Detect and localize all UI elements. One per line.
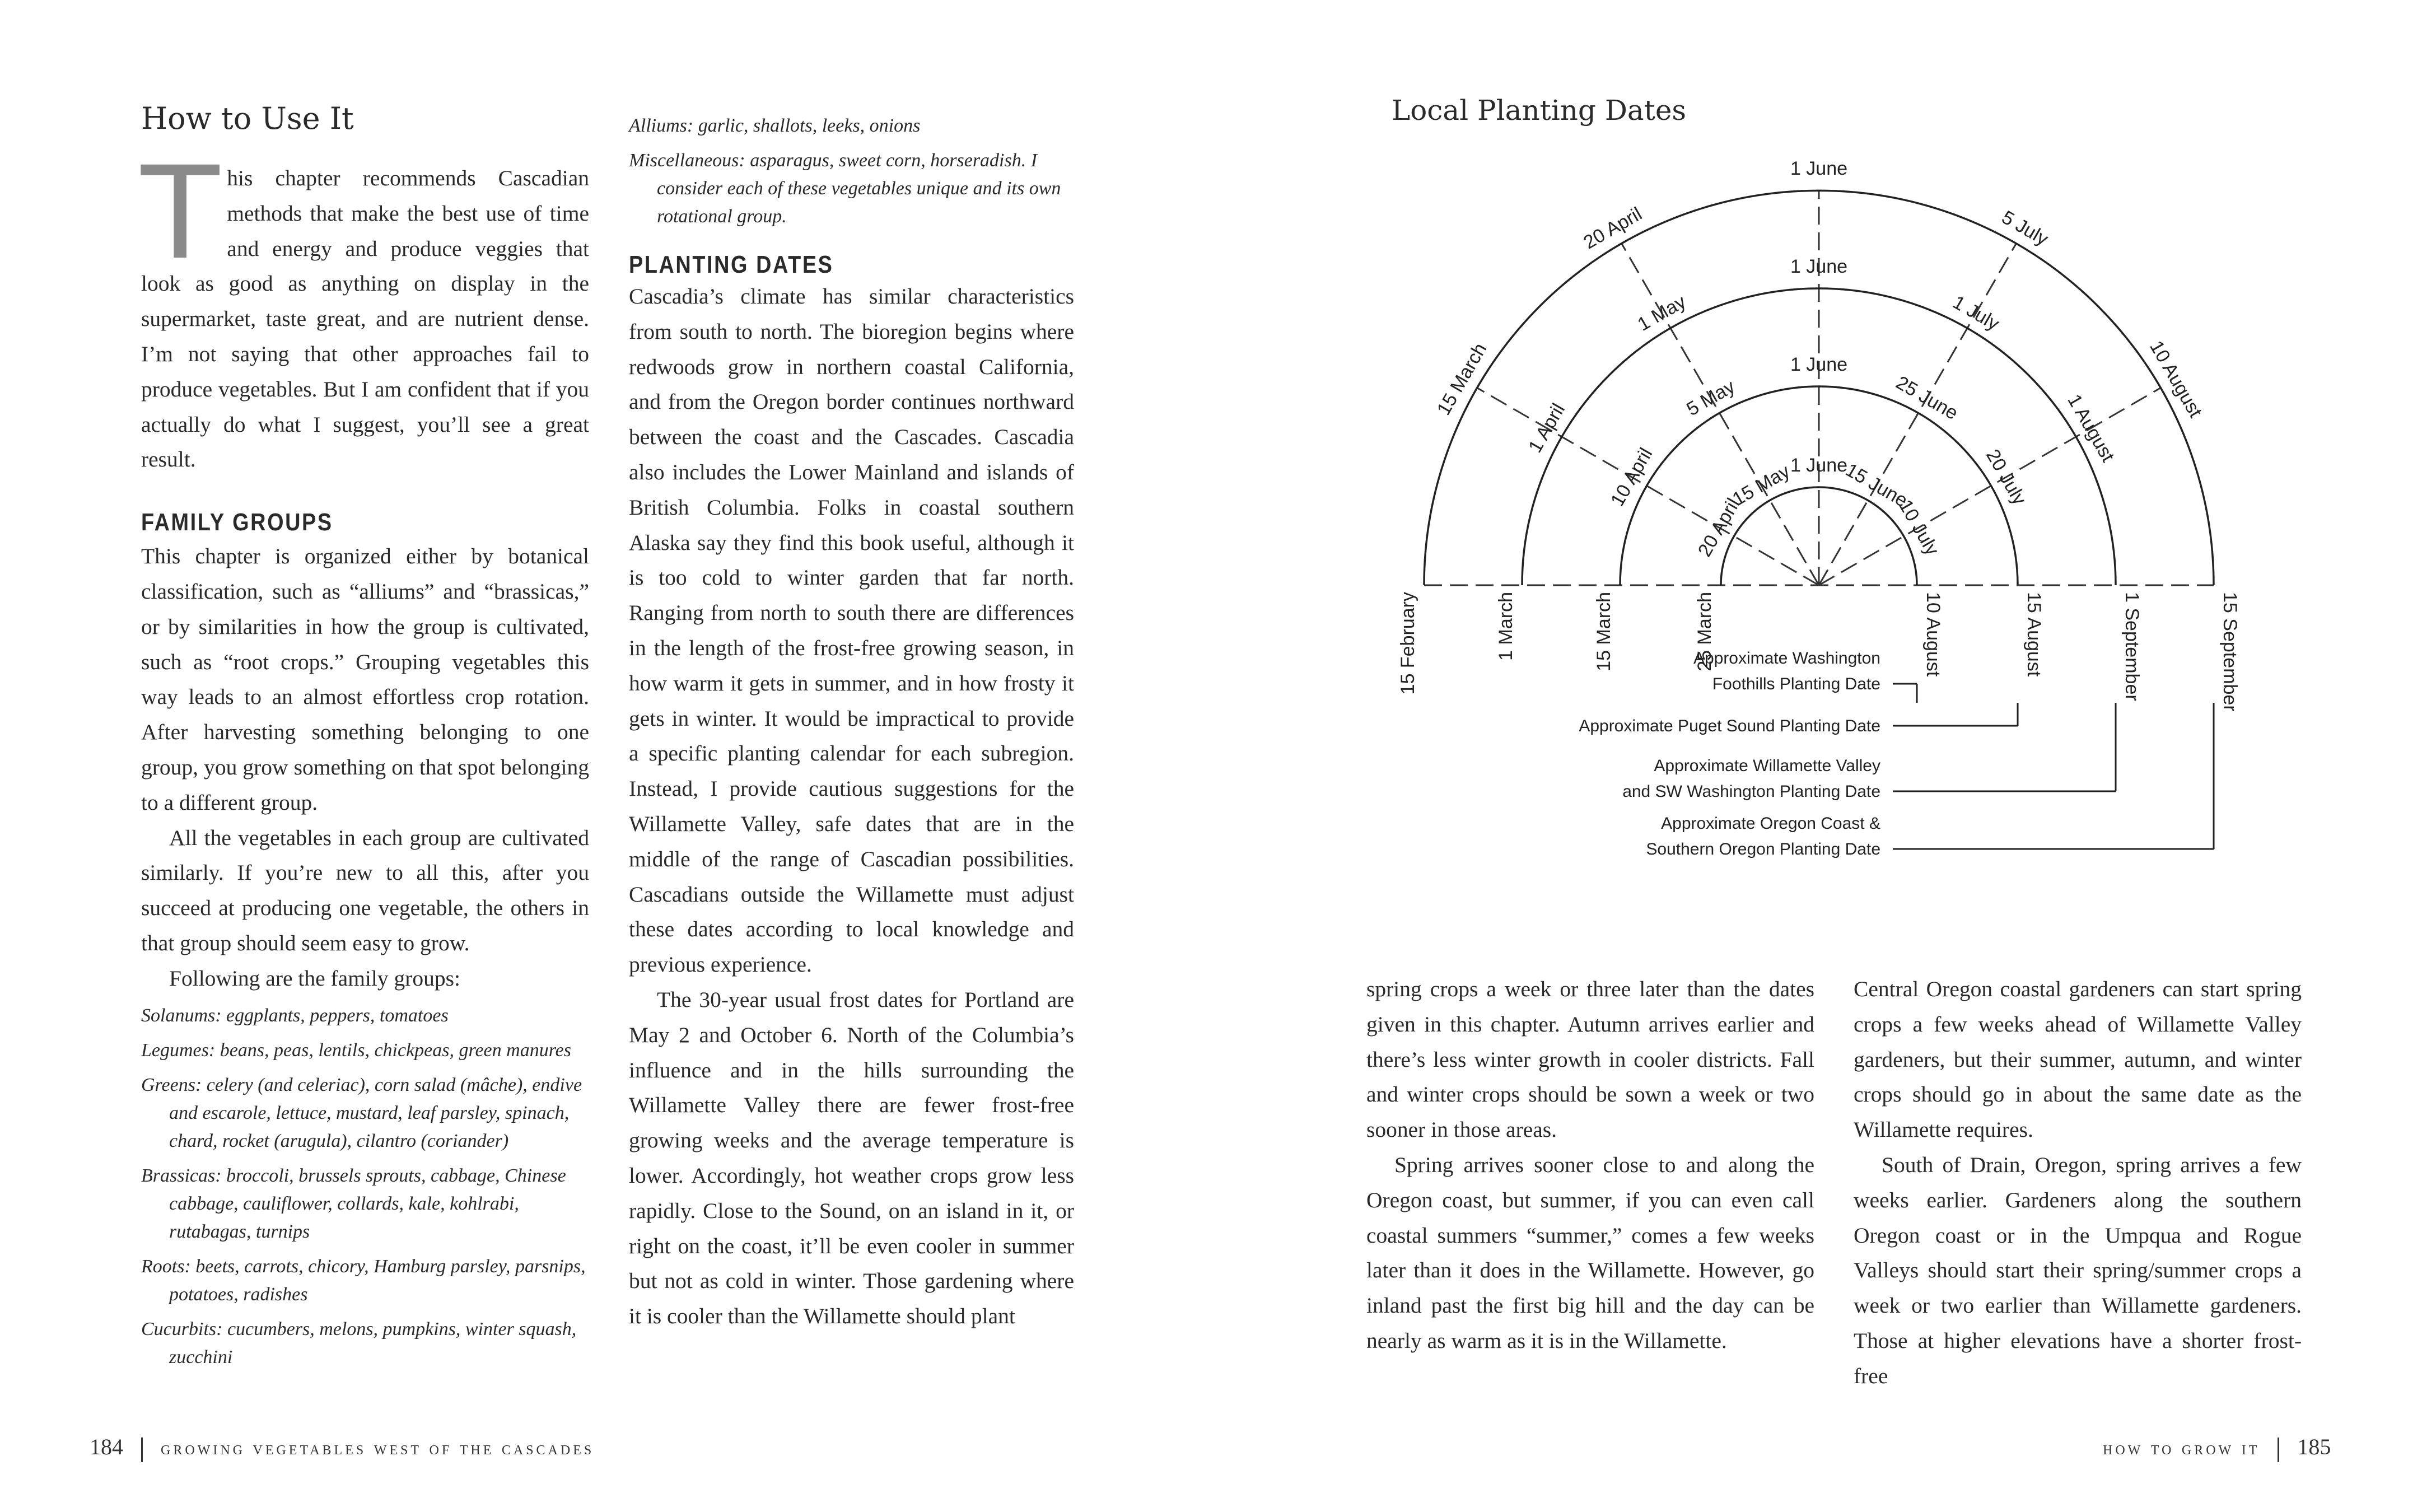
- drop-cap: T: [141, 139, 220, 288]
- family-paragraph-3: Following are the family groups:: [169, 965, 460, 991]
- section-heading: How to Use It: [141, 101, 354, 136]
- chart-date-label: 10 August: [2145, 337, 2206, 421]
- family-paragraph-1: This chapter is organized either by botanical classification, such as “alliums” and “brassicas,” or by similarities in how the group is cultivated, such as “root crops.” Grouping vegetables this way leads to an almost effortless crop rotation. After harvesting something belonging to one group, you grow something on that spot belonging to a different group.: [141, 544, 589, 815]
- page-number: 185: [2297, 1434, 2331, 1459]
- chart-date-label: 10 August: [1922, 592, 1944, 677]
- list-item: Brassicas: broccoli, brussels sprouts, cabbage, Chinese cabbage, cauliflower, collards, kale, kohlrabi, rutabagas, turnips: [141, 1165, 566, 1242]
- chart-date-label: 1 May: [1634, 291, 1690, 335]
- legend-label: Approximate Washington: [1693, 649, 1880, 668]
- list-item: Alliums: garlic, shallots, leeks, onions: [629, 115, 921, 136]
- chart-date-label: 25 June: [1892, 372, 1962, 424]
- chart-date-label: 20 April: [1693, 494, 1744, 561]
- right-paragraph-1: spring crops a week or three later than the dates given in this chapter. Autumn arrives earlier and there’s less winter growth in cooler districts. Fall and winter crops should be sown a week or two sooner in those areas.: [1366, 977, 1814, 1142]
- list-item: Solanums: eggplants, peppers, tomatoes: [141, 1005, 449, 1026]
- family-groups-heading: FAMILY GROUPS: [141, 508, 333, 536]
- list-item: Miscellaneous: asparagus, sweet corn, horseradish. I consider each of these vegetables unique and its own rotational group.: [629, 150, 1061, 227]
- chart-date-label: 20 April: [1580, 203, 1646, 254]
- legend-label: Approximate Oregon Coast &: [1661, 814, 1880, 833]
- chart-date-label: 1 June: [1790, 256, 1848, 277]
- right-paragraph-2: Spring arrives sooner close to and along the Oregon coast, but summer, if you can even call coastal summers “summer,” comes a few weeks later than it does in the Willamette. However, go inland past the first big hill and the day can be nearly as warm as it is in the Willamette.: [1366, 1152, 1814, 1353]
- planting-paragraph-2: The 30-year usual frost dates for Portland are May 2 and October 6. North of the Columbia’s influence and in the hills surrounding the Willamette Valley there are fewer frost-free growing weeks and the average temperature is lower. Accordingly, hot weather crops grow less rapidly. Close to the Sound, on an island in it, or right on the coast, it’ll be even cooler in summer but not as cold in winter. Those gardening where it is cooler than the Willamette should plant: [629, 987, 1074, 1329]
- chart-date-label: 10 April: [1606, 444, 1657, 510]
- chart-date-label: 1 April: [1524, 400, 1570, 456]
- legend-label: Southern Oregon Planting Date: [1646, 840, 1880, 858]
- legend-label: Approximate Willamette Valley: [1654, 757, 1880, 775]
- right-column-1: [1366, 972, 1814, 1359]
- right-paragraph-4: South of Drain, Oregon, spring arrives a few weeks earlier. Gardeners along the southern Oregon coast or in the Umpqua and Rogue Valleys should start their spring/summer crops a week or two earlier than Willamette gardeners. Those at higher elevations have a shorter frost-free: [1854, 1152, 2302, 1388]
- planting-paragraph-1: Cascadia’s climate has similar characteristics from south to north. The bioregion begins where redwoods grow in northern coastal California, and from the Oregon border continues northward between the coast and the Cascades. Cascadia also includes the Lower Mainland and islands of British Columbia. Folks in coastal southern Alaska say they find this book useful, although it is too cold to winter garden that far north. Ranging from north to south there are differences in the length of the frost-free growing season, in how warm it gets in summer, and in how frosty it gets in winter. It would be impractical to provide a specific planting calendar for each subregion. Instead, I provide cautious suggestions for the Willamette Valley, safe dates that are in the middle of the range of Cascadian possibilities. Cascadians outside the Willamette must adjust these dates according to local knowledge and previous experience.: [629, 284, 1074, 977]
- right-column-2: [1854, 972, 2302, 1394]
- chart-date-label: 1 July: [1949, 291, 2003, 335]
- chart-date-label: 1 June: [1790, 354, 1848, 375]
- chart-date-label: 1 March: [1495, 592, 1516, 661]
- family-paragraph-2: All the vegetables in each group are cultivated similarly. If you’re new to all this, after you succeed at producing one vegetable, the others in that group should seem easy to grow.: [141, 825, 589, 955]
- chart-date-label: 15 August: [2023, 592, 2045, 677]
- chart-date-label: 15 May: [1729, 460, 1794, 510]
- chart-date-label: 1 June: [1790, 158, 1848, 179]
- planting-dates-heading: PLANTING DATES: [629, 251, 834, 278]
- running-head: how to grow it: [2103, 1438, 2260, 1459]
- list-item: Greens: celery (and celeriac), corn salad (mâche), endive and escarole, lettuce, mustard, leaf parsley, spinach, chard, rocket (arugula), cilantro (coriander): [141, 1074, 582, 1151]
- chart-date-label: 15 June: [1842, 459, 1911, 512]
- list-item: Roots: beets, carrots, chicory, Hamburg parsley, parsnips, potatoes, radishes: [141, 1256, 586, 1305]
- chart-date-label: 1 June: [1790, 455, 1848, 476]
- chart-date-label: 5 July: [1998, 206, 2052, 250]
- chart-date-label: 5 May: [1683, 376, 1739, 421]
- chart-date-label: 10 July: [1894, 496, 1943, 559]
- page-number: 184: [90, 1434, 123, 1459]
- chart-title: Local Planting Dates: [1392, 94, 1687, 127]
- chart-date-label: 1 September: [2121, 592, 2143, 701]
- right-folio: [2103, 1434, 2331, 1462]
- chart-date-label: 15 March: [1432, 339, 1491, 419]
- legend-label: Foothills Planting Date: [1712, 675, 1880, 693]
- chart-date-label: 25 March: [1694, 592, 1715, 671]
- chart-date-label: 15 March: [1593, 592, 1614, 671]
- legend-label: Approximate Puget Sound Planting Date: [1579, 717, 1880, 735]
- chart-date-label: 1 August: [2063, 390, 2119, 466]
- running-head: growing vegetables west of the cascades: [161, 1438, 595, 1459]
- list-item: Legumes: beans, peas, lentils, chickpeas, green manures: [141, 1039, 571, 1061]
- chart-date-label: 15 September: [2219, 592, 2241, 712]
- intro-text: his chapter recommends Cascadian methods that make the best use of time and energy and produce veggies that look as good as anything on display in the supermarket, taste great, and are nutrient dense. I’m not saying that other approaches fail to produce vegetables. But I am confident that if you actually do what I suggest, you’ll see a great result.: [141, 166, 589, 472]
- list-item: Cucurbits: cucumbers, melons, pumpkins, winter squash, zucchini: [141, 1318, 577, 1368]
- chart-date-label: 15 February: [1397, 592, 1418, 695]
- right-paragraph-3: Central Oregon coastal gardeners can start spring crops a few weeks ahead of Willamette Valley gardeners, but their summer, autumn, and winter crops should go in about the same date as the Willamette requires.: [1854, 977, 2302, 1142]
- folio-divider: [2278, 1438, 2279, 1462]
- chart-arc: [1522, 288, 2119, 585]
- legend-label: and SW Washington Planting Date: [1622, 782, 1880, 801]
- chart-date-label: 20 July: [1981, 445, 2031, 509]
